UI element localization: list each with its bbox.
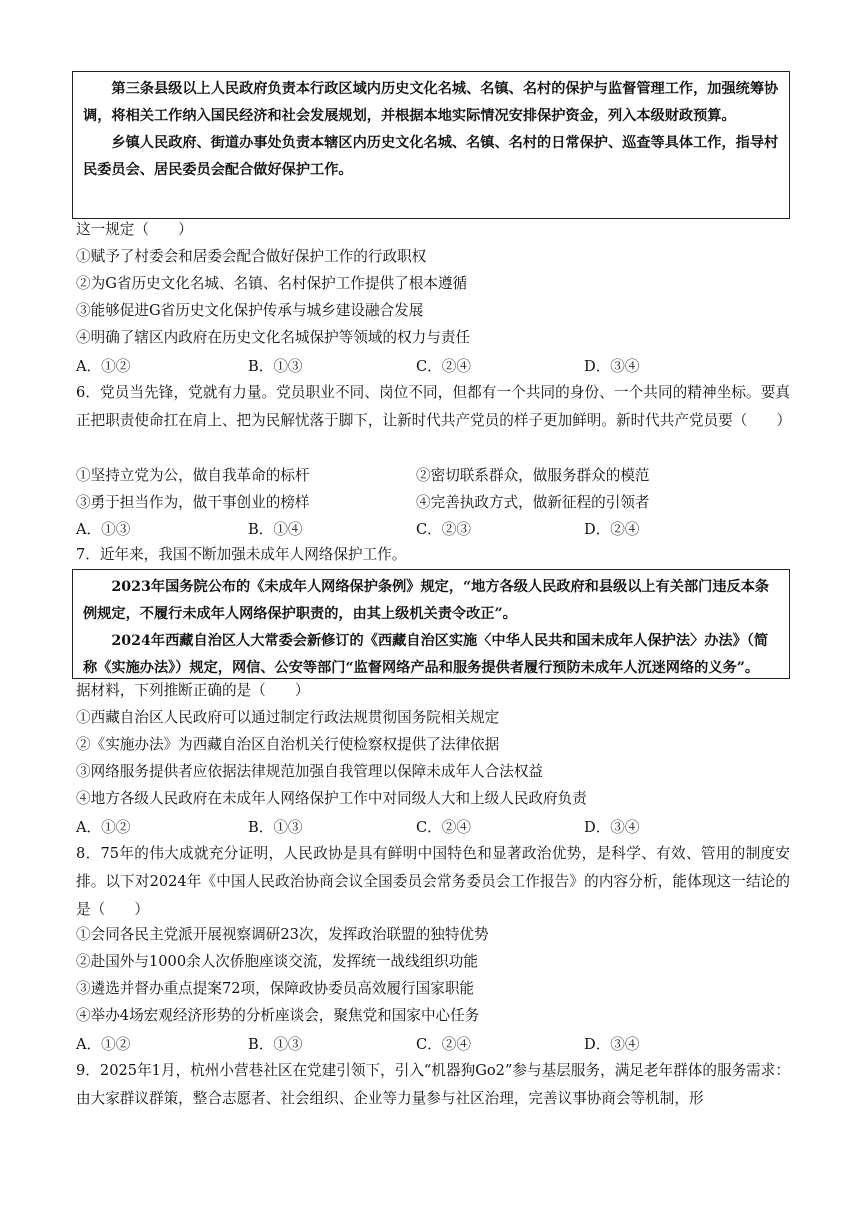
q7-options xyxy=(76,816,796,836)
q8-option-a[interactable]: A．①② xyxy=(76,1036,131,1053)
q7-option-b[interactable]: B．①③ xyxy=(248,819,303,836)
q5-options xyxy=(76,355,796,375)
q8-item-2: ②赴国外与1000余人次侨胞座谈交流，发挥统一战线组织功能 xyxy=(76,953,478,970)
q7-material-box xyxy=(72,569,790,679)
q7-item-4: ④地方各级人民政府在未成年人网络保护工作中对同级人大和上级人民政府负责 xyxy=(76,790,587,807)
q5-option-a[interactable]: A．①② xyxy=(76,358,131,375)
q5-option-b[interactable]: B．①③ xyxy=(248,358,303,375)
q5-option-c[interactable]: C．②④ xyxy=(416,358,471,375)
q7-option-c[interactable]: C．②④ xyxy=(416,819,471,836)
q6-item-1: ①坚持立党为公，做自我革命的标杆 xyxy=(76,467,310,484)
q5-item-4: ④明确了辖区内政府在历史文化名城保护等领域的权力与责任 xyxy=(76,329,471,346)
q6-options xyxy=(76,518,796,538)
q8-option-b[interactable]: B．①③ xyxy=(248,1036,303,1053)
q8-stem: 8．75年的伟大成就充分证明，人民政协是具有鲜明中国特色和显著政治优势，是科学、有效、管用的制度安排。以下对2024年《中国人民政治协商会议全国委员会常务委员会工作报告》的内容分析，能体现这一结论的是（ ） xyxy=(76,845,790,918)
q6-stem: 6．党员当先锋，党就有力量。党员职业不同、岗位不同，但都有一个共同的身份、一个共同的精神坐标。要真正把职责使命扛在肩上、把为民解忧落于脚下，让新时代共产党员的样子更加鲜明。新时代共产党员要（ ） xyxy=(76,384,792,429)
q7-lead: 据材料，下列推断正确的是（ ） xyxy=(76,682,310,699)
q9-stem: 9．2025年1月，杭州小营巷社区在党建引领下，引入“机器狗Go2”参与基层服务，满足老年群体的服务需求：由大家群议群策，整合志愿者、社会组织、企业等力量参与社区治理，完善议事协商会等机制，形 xyxy=(76,1062,790,1107)
q8-option-c[interactable]: C．②④ xyxy=(416,1036,471,1053)
q6-item-2: ②密切联系群众，做服务群众的模范 xyxy=(416,467,650,484)
q8-item-3: ③遴选并督办重点提案72项，保障政协委员高效履行国家职能 xyxy=(76,980,475,997)
q6-option-b[interactable]: B．①④ xyxy=(248,521,303,538)
q8-item-4: ④举办4场宏观经济形势的分析座谈会，聚焦党和国家中心任务 xyxy=(76,1007,480,1024)
q6-item-3: ③勇于担当作为，做干事创业的榜样 xyxy=(76,494,310,511)
q7-material-paragraph-2: 2024年西藏自治区人大常委会新修订的《西藏自治区实施〈中华人民共和国未成年人保护法〉办法》（简称《实施办法》）规定，网信、公安等部门“监督网络产品和服务提供者履行预防未成年人沉迷网络的义务”。 xyxy=(83,633,769,676)
q6-option-c[interactable]: C．②③ xyxy=(416,521,471,538)
q8-option-d[interactable]: D．③④ xyxy=(584,1036,640,1053)
q5-stem: 这一规定（ ） xyxy=(76,221,193,238)
q7-item-1: ①西藏自治区人民政府可以通过制定行政法规贯彻国务院相关规定 xyxy=(76,709,500,726)
q5-item-3: ③能够促进G省历史文化保护传承与城乡建设融合发展 xyxy=(76,302,424,319)
q7-option-a[interactable]: A．①② xyxy=(76,819,131,836)
q6-item-4: ④完善执政方式，做新征程的引领者 xyxy=(416,494,650,511)
q6-option-d[interactable]: D．②④ xyxy=(584,521,640,538)
q7-option-d[interactable]: D．③④ xyxy=(584,819,640,836)
regulation-excerpt-box xyxy=(72,71,790,219)
q8-item-1: ①会同各民主党派开展视察调研23次，发挥政治联盟的独特优势 xyxy=(76,926,489,943)
regulation-paragraph-1: 第三条县级以上人民政府负责本行政区域内历史文化名城、名镇、名村的保护与监督管理工作，加强统筹协调，将相关工作纳入国民经济和社会发展规划，并根据本地实际情况安排保护资金，列入本级财政预算。 xyxy=(83,81,779,124)
q7-material-paragraph-1: 2023年国务院公布的《未成年人网络保护条例》规定，“地方各级人民政府和县级以上有关部门违反本条例规定，不履行未成年人网络保护职责的，由其上级机关责令改正”。 xyxy=(83,579,770,622)
q5-option-d[interactable]: D．③④ xyxy=(584,358,640,375)
q8-options xyxy=(76,1033,796,1053)
q5-item-2: ②为G省历史文化名城、名镇、名村保护工作提供了根本遵循 xyxy=(76,275,468,292)
q6-items-row-1 xyxy=(76,464,796,484)
q5-item-1: ①赋予了村委会和居委会配合做好保护工作的行政职权 xyxy=(76,248,427,265)
q7-item-2: ②《实施办法》为西藏自治区自治机关行使检察权提供了法律依据 xyxy=(76,736,500,753)
q7-stem: 7．近年来，我国不断加强未成年人网络保护工作。 xyxy=(76,546,407,563)
q6-option-a[interactable]: A．①③ xyxy=(76,521,131,538)
q7-item-3: ③网络服务提供者应依据法律规范加强自我管理以保障未成年人合法权益 xyxy=(76,763,544,780)
regulation-paragraph-2: 乡镇人民政府、街道办事处负责本辖区内历史文化名城、名镇、名村的日常保护、巡查等具体工作，指导村民委员会、居民委员会配合做好保护工作。 xyxy=(83,135,779,178)
q6-items-row-2 xyxy=(76,491,796,511)
